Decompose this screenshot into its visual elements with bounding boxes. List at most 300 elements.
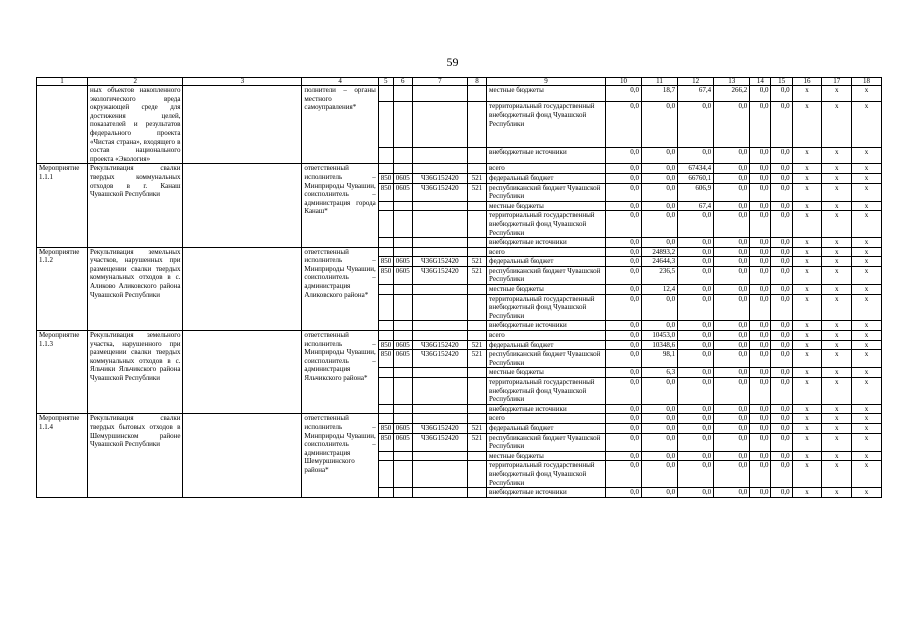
value-cell: 0,0 xyxy=(678,488,714,498)
value-cell: x xyxy=(822,404,852,414)
budget-code-c6: 0605 xyxy=(393,423,412,433)
value-cell: x xyxy=(792,368,822,378)
value-cell: x xyxy=(822,461,852,488)
budget-code-c8 xyxy=(467,404,486,414)
value-cell: 0,0 xyxy=(750,86,771,102)
value-cell: 266,2 xyxy=(714,86,750,102)
value-cell: 0,0 xyxy=(678,340,714,350)
budget-code-c5 xyxy=(378,368,393,378)
value-cell: 0,0 xyxy=(605,423,641,433)
value-cell: 12,4 xyxy=(642,285,678,295)
value-cell: 0,0 xyxy=(714,433,750,451)
budget-code-c8 xyxy=(467,368,486,378)
budget-code-c8 xyxy=(467,247,486,257)
budget-code-c6: 0605 xyxy=(393,183,412,201)
budget-code-c7 xyxy=(412,378,467,405)
column-number: 9 xyxy=(487,78,606,86)
column-number: 14 xyxy=(750,78,771,86)
value-cell: 0,0 xyxy=(714,102,750,148)
budget-code-c7 xyxy=(412,368,467,378)
budget-code-c8 xyxy=(467,451,486,461)
table-row xyxy=(37,164,882,174)
budget-code-c5: 850 xyxy=(378,433,393,451)
budget-code-c6 xyxy=(393,404,412,414)
value-cell: x xyxy=(792,247,822,257)
value-cell: 0,0 xyxy=(714,247,750,257)
value-cell: x xyxy=(822,183,852,201)
value-cell: 0,0 xyxy=(642,423,678,433)
value-cell: x xyxy=(792,340,822,350)
budget-code-c7: Ч36G152420 xyxy=(412,183,467,201)
budget-code-c6 xyxy=(393,102,412,148)
value-cell: 0,0 xyxy=(605,211,641,238)
value-cell: x xyxy=(792,86,822,102)
value-cell: 0,0 xyxy=(771,404,792,414)
value-cell: x xyxy=(822,147,852,163)
value-cell: 0,0 xyxy=(714,266,750,284)
value-cell: 0,0 xyxy=(750,164,771,174)
value-cell: 0,0 xyxy=(642,451,678,461)
value-cell: 0,0 xyxy=(605,266,641,284)
measure-name: Рекультивация земельных участков, нарушенных при размещении свалки твердых коммунальных отходов в с. Аликово Аликовского района Чувашской Республики xyxy=(87,247,183,330)
funding-source: территориальный государственный внебюджетный фонд Чувашской Республики xyxy=(487,461,606,488)
value-cell: 0,0 xyxy=(642,201,678,211)
column-number: 8 xyxy=(467,78,486,86)
value-cell: 0,0 xyxy=(678,238,714,248)
header-row xyxy=(37,78,882,86)
funding-source: республиканский бюджет Чувашской Республики xyxy=(487,433,606,451)
funding-source: территориальный государственный внебюджетный фонд Чувашской Республики xyxy=(487,102,606,148)
value-cell: 0,0 xyxy=(678,102,714,148)
budget-code-c8 xyxy=(467,294,486,321)
value-cell: 0,0 xyxy=(750,147,771,163)
value-cell: 0,0 xyxy=(605,368,641,378)
budget-code-c6 xyxy=(393,86,412,102)
value-cell: x xyxy=(822,86,852,102)
value-cell: 0,0 xyxy=(714,423,750,433)
budget-code-c5 xyxy=(378,378,393,405)
budget-code-c7 xyxy=(412,201,467,211)
value-cell: 0,0 xyxy=(750,350,771,368)
value-cell: x xyxy=(822,285,852,295)
value-cell: 0,0 xyxy=(750,285,771,295)
value-cell: x xyxy=(822,266,852,284)
budget-code-c7 xyxy=(412,86,467,102)
value-cell: 0,0 xyxy=(678,433,714,451)
value-cell: 0,0 xyxy=(714,340,750,350)
budget-code-c8 xyxy=(467,201,486,211)
value-cell: 0,0 xyxy=(714,201,750,211)
value-cell: 0,0 xyxy=(678,294,714,321)
value-cell: 0,0 xyxy=(771,294,792,321)
value-cell: x xyxy=(822,294,852,321)
funding-source: внебюджетные источники xyxy=(487,147,606,163)
budget-code-c7 xyxy=(412,247,467,257)
value-cell: 0,0 xyxy=(750,183,771,201)
value-cell: x xyxy=(822,368,852,378)
budget-code-c8 xyxy=(467,414,486,424)
budget-code-c5: 850 xyxy=(378,173,393,183)
measure-name: ных объектов накопленного экологического вреда окружающей среде для достижения целей, показателей и результатов федерального проекта «Чистая страна», входящего в состав национального проекта «Экология» xyxy=(87,86,183,164)
column-number: 11 xyxy=(642,78,678,86)
value-cell: 0,0 xyxy=(771,86,792,102)
executor: полнители – органы местного самоуправления* xyxy=(302,86,378,164)
value-cell: 0,0 xyxy=(605,201,641,211)
budget-code-c6 xyxy=(393,294,412,321)
budget-table xyxy=(36,77,882,498)
value-cell: x xyxy=(852,257,882,267)
budget-code-c5 xyxy=(378,331,393,341)
budget-code-c7 xyxy=(412,294,467,321)
funding-source: республиканский бюджет Чувашской Республики xyxy=(487,183,606,201)
value-cell: 0,0 xyxy=(678,368,714,378)
value-cell: x xyxy=(792,147,822,163)
value-cell: x xyxy=(822,340,852,350)
value-cell: 0,0 xyxy=(605,331,641,341)
value-cell: 0,0 xyxy=(750,321,771,331)
funding-source: республиканский бюджет Чувашской Республики xyxy=(487,266,606,284)
table-row xyxy=(37,247,882,257)
value-cell: 0,0 xyxy=(714,488,750,498)
value-cell: 0,0 xyxy=(678,404,714,414)
budget-code-c8 xyxy=(467,378,486,405)
value-cell: 0,0 xyxy=(750,368,771,378)
column-number: 17 xyxy=(822,78,852,86)
value-cell: x xyxy=(792,423,822,433)
budget-code-c5: 850 xyxy=(378,266,393,284)
value-cell: 0,0 xyxy=(642,211,678,238)
budget-code-c7 xyxy=(412,321,467,331)
value-cell: 0,0 xyxy=(605,451,641,461)
value-cell: 0,0 xyxy=(714,321,750,331)
value-cell: 0,0 xyxy=(750,414,771,424)
budget-code-c5: 850 xyxy=(378,340,393,350)
value-cell: x xyxy=(852,201,882,211)
column-number: 2 xyxy=(87,78,183,86)
value-cell: x xyxy=(822,247,852,257)
budget-code-c8 xyxy=(467,164,486,174)
value-cell: x xyxy=(852,451,882,461)
funding-source: внебюджетные источники xyxy=(487,404,606,414)
budget-code-c8: 521 xyxy=(467,183,486,201)
budget-code-c6 xyxy=(393,211,412,238)
value-cell: 0,0 xyxy=(750,294,771,321)
column-number: 1 xyxy=(37,78,88,86)
value-cell: 0,0 xyxy=(771,147,792,163)
value-cell: 0,0 xyxy=(605,164,641,174)
value-cell: 0,0 xyxy=(771,433,792,451)
budget-code-c8: 521 xyxy=(467,257,486,267)
value-cell: 0,0 xyxy=(714,183,750,201)
value-cell: 0,0 xyxy=(771,340,792,350)
value-cell: 0,0 xyxy=(750,247,771,257)
value-cell: 0,0 xyxy=(771,257,792,267)
measure-name: Рекультивация свалки твердых коммунальных отходов в г. Канаш Чувашской Республики xyxy=(87,164,183,247)
budget-code-c5: 850 xyxy=(378,257,393,267)
value-cell: 0,0 xyxy=(714,404,750,414)
value-cell: x xyxy=(792,102,822,148)
budget-code-c8 xyxy=(467,285,486,295)
value-cell: x xyxy=(792,201,822,211)
value-cell: 0,0 xyxy=(771,414,792,424)
value-cell: 0,0 xyxy=(678,414,714,424)
value-cell: 0,0 xyxy=(714,331,750,341)
value-cell: 0,0 xyxy=(605,285,641,295)
executor: ответственный исполнитель – Минприроды Чувашии, соисполнитель – администрация Яльчикского района* xyxy=(302,331,378,414)
value-cell: x xyxy=(822,423,852,433)
budget-code-c7 xyxy=(412,164,467,174)
value-cell: x xyxy=(822,321,852,331)
budget-code-c7: Ч36G152420 xyxy=(412,433,467,451)
value-cell: 0,0 xyxy=(771,331,792,341)
column-number: 4 xyxy=(302,78,378,86)
value-cell: 0,0 xyxy=(678,257,714,267)
budget-code-c8: 521 xyxy=(467,173,486,183)
value-cell: x xyxy=(792,183,822,201)
value-cell: 0,0 xyxy=(750,173,771,183)
budget-code-c7: Ч36G152420 xyxy=(412,266,467,284)
value-cell: 0,0 xyxy=(714,285,750,295)
value-cell: 0,0 xyxy=(771,201,792,211)
budget-code-c8 xyxy=(467,321,486,331)
value-cell: 0,0 xyxy=(678,285,714,295)
value-cell: 0,0 xyxy=(642,321,678,331)
value-cell: x xyxy=(852,461,882,488)
budget-code-c8: 521 xyxy=(467,266,486,284)
value-cell: x xyxy=(852,102,882,148)
value-cell: 0,0 xyxy=(771,247,792,257)
value-cell: 6,3 xyxy=(642,368,678,378)
budget-code-c6: 0605 xyxy=(393,257,412,267)
executor: ответственный исполнитель – Минприроды Чувашии, соисполнитель – администрация города Канаш* xyxy=(302,164,378,247)
budget-code-c5: 850 xyxy=(378,350,393,368)
value-cell: 0,0 xyxy=(750,404,771,414)
value-cell: x xyxy=(852,331,882,341)
budget-code-c6: 0605 xyxy=(393,350,412,368)
budget-code-c8 xyxy=(467,238,486,248)
value-cell: x xyxy=(822,257,852,267)
value-cell: 0,0 xyxy=(605,147,641,163)
column-number: 12 xyxy=(678,78,714,86)
value-cell: 0,0 xyxy=(605,414,641,424)
column-number: 18 xyxy=(852,78,882,86)
value-cell: x xyxy=(792,173,822,183)
value-cell: 0,0 xyxy=(605,294,641,321)
value-cell: 0,0 xyxy=(605,378,641,405)
executor: ответственный исполнитель – Минприроды Чувашии, соисполнитель – администрация Аликовского района* xyxy=(302,247,378,330)
value-cell: 0,0 xyxy=(750,331,771,341)
value-cell: 0,0 xyxy=(771,350,792,368)
funding-source: местные бюджеты xyxy=(487,201,606,211)
budget-code-c7 xyxy=(412,211,467,238)
value-cell: x xyxy=(792,331,822,341)
value-cell: 0,0 xyxy=(642,173,678,183)
value-cell: 0,0 xyxy=(642,378,678,405)
value-cell: 0,0 xyxy=(678,350,714,368)
budget-code-c7: Ч36G152420 xyxy=(412,423,467,433)
value-cell: 0,0 xyxy=(750,102,771,148)
value-cell: x xyxy=(822,414,852,424)
value-cell: x xyxy=(822,331,852,341)
budget-code-c5 xyxy=(378,147,393,163)
value-cell: x xyxy=(792,451,822,461)
budget-code-c8 xyxy=(467,488,486,498)
value-cell: 0,0 xyxy=(771,266,792,284)
value-cell: 0,0 xyxy=(678,451,714,461)
value-cell: 0,0 xyxy=(678,378,714,405)
value-cell: 0,0 xyxy=(642,183,678,201)
value-cell: x xyxy=(822,451,852,461)
value-cell: 0,0 xyxy=(771,102,792,148)
value-cell: 0,0 xyxy=(750,423,771,433)
value-cell: 0,0 xyxy=(750,238,771,248)
funding-source: внебюджетные источники xyxy=(487,238,606,248)
budget-code-c5 xyxy=(378,414,393,424)
value-cell: x xyxy=(792,350,822,368)
budget-code-c7: Ч36G152420 xyxy=(412,340,467,350)
value-cell: 0,0 xyxy=(771,238,792,248)
budget-code-c6 xyxy=(393,331,412,341)
measure-name: Рекультивация свалки твердых бытовых отходов в Шемуршинском районе Чувашской Республики xyxy=(87,414,183,497)
value-cell: 0,0 xyxy=(605,461,641,488)
value-cell: x xyxy=(792,164,822,174)
value-cell: 98,1 xyxy=(642,350,678,368)
value-cell: x xyxy=(792,414,822,424)
budget-code-c6 xyxy=(393,147,412,163)
value-cell: 0,0 xyxy=(750,201,771,211)
budget-code-c7 xyxy=(412,147,467,163)
empty-cell xyxy=(183,247,302,330)
value-cell: 0,0 xyxy=(771,451,792,461)
budget-code-c8: 521 xyxy=(467,350,486,368)
value-cell: 0,0 xyxy=(714,461,750,488)
value-cell: 0,0 xyxy=(605,86,641,102)
funding-source: местные бюджеты xyxy=(487,86,606,102)
table-row xyxy=(37,331,882,341)
value-cell: x xyxy=(852,321,882,331)
budget-code-c6 xyxy=(393,414,412,424)
value-cell: 24893,2 xyxy=(642,247,678,257)
value-cell: x xyxy=(852,294,882,321)
value-cell: 0,0 xyxy=(605,433,641,451)
value-cell: 0,0 xyxy=(678,461,714,488)
budget-code-c5 xyxy=(378,86,393,102)
funding-source: внебюджетные источники xyxy=(487,488,606,498)
value-cell: x xyxy=(852,340,882,350)
budget-code-c8: 521 xyxy=(467,423,486,433)
budget-code-c6 xyxy=(393,238,412,248)
column-number: 7 xyxy=(412,78,467,86)
empty-cell xyxy=(183,331,302,414)
budget-code-c5 xyxy=(378,211,393,238)
budget-code-c6 xyxy=(393,247,412,257)
budget-code-c5 xyxy=(378,285,393,295)
budget-code-c5 xyxy=(378,102,393,148)
column-number: 10 xyxy=(605,78,641,86)
value-cell: 0,0 xyxy=(771,211,792,238)
budget-code-c5 xyxy=(378,404,393,414)
value-cell: x xyxy=(852,488,882,498)
funding-source: всего xyxy=(487,331,606,341)
budget-code-c7 xyxy=(412,461,467,488)
value-cell: x xyxy=(792,211,822,238)
value-cell: 0,0 xyxy=(605,321,641,331)
value-cell: 0,0 xyxy=(750,257,771,267)
budget-code-c8: 521 xyxy=(467,433,486,451)
funding-source: всего xyxy=(487,247,606,257)
table-row xyxy=(37,414,882,424)
empty-cell xyxy=(183,86,302,164)
budget-code-c5 xyxy=(378,201,393,211)
value-cell: x xyxy=(792,404,822,414)
measure-number: Мероприятие 1.1.4 xyxy=(37,414,88,497)
value-cell: 0,0 xyxy=(642,238,678,248)
budget-code-c5 xyxy=(378,164,393,174)
budget-code-c6 xyxy=(393,378,412,405)
value-cell: 0,0 xyxy=(714,414,750,424)
value-cell: x xyxy=(792,294,822,321)
funding-source: всего xyxy=(487,164,606,174)
value-cell: 0,0 xyxy=(642,404,678,414)
value-cell: x xyxy=(822,102,852,148)
budget-code-c6 xyxy=(393,488,412,498)
funding-source: местные бюджеты xyxy=(487,368,606,378)
funding-source: территориальный государственный внебюджетный фонд Чувашской Республики xyxy=(487,378,606,405)
value-cell: 0,0 xyxy=(642,414,678,424)
value-cell: 0,0 xyxy=(714,451,750,461)
value-cell: 0,0 xyxy=(678,147,714,163)
value-cell: 0,0 xyxy=(678,423,714,433)
value-cell: x xyxy=(822,433,852,451)
budget-code-c5 xyxy=(378,238,393,248)
value-cell: x xyxy=(792,378,822,405)
funding-source: местные бюджеты xyxy=(487,451,606,461)
value-cell: x xyxy=(852,211,882,238)
value-cell: 66760,1 xyxy=(678,173,714,183)
budget-code-c8 xyxy=(467,461,486,488)
value-cell: x xyxy=(822,201,852,211)
column-number: 13 xyxy=(714,78,750,86)
budget-code-c5: 850 xyxy=(378,423,393,433)
value-cell: 0,0 xyxy=(678,247,714,257)
budget-code-c8 xyxy=(467,331,486,341)
value-cell: 0,0 xyxy=(714,294,750,321)
value-cell: 606,9 xyxy=(678,183,714,201)
measure-name: Рекультивация земельного участка, нарушенного при размещении свалки твердых коммунальных отходов в с. Яльчики Яльчикского района Чувашской Республики xyxy=(87,331,183,414)
value-cell: 0,0 xyxy=(678,331,714,341)
budget-code-c6 xyxy=(393,201,412,211)
value-cell: x xyxy=(822,164,852,174)
executor: ответственный исполнитель – Минприроды Чувашии, соисполнитель – администрация Шемуршинского района* xyxy=(302,414,378,497)
value-cell: 0,0 xyxy=(771,285,792,295)
funding-source: территориальный государственный внебюджетный фонд Чувашской Республики xyxy=(487,211,606,238)
value-cell: 0,0 xyxy=(771,461,792,488)
value-cell: x xyxy=(852,433,882,451)
page-number: 59 xyxy=(446,55,459,69)
budget-code-c7 xyxy=(412,285,467,295)
value-cell: 0,0 xyxy=(678,211,714,238)
value-cell: x xyxy=(852,86,882,102)
value-cell: 0,0 xyxy=(750,378,771,405)
empty-cell xyxy=(183,164,302,247)
value-cell: 0,0 xyxy=(642,433,678,451)
column-number: 3 xyxy=(183,78,302,86)
value-cell: x xyxy=(792,238,822,248)
value-cell: x xyxy=(792,433,822,451)
budget-code-c7 xyxy=(412,414,467,424)
funding-source: территориальный государственный внебюджетный фонд Чувашской Республики xyxy=(487,294,606,321)
budget-code-c5 xyxy=(378,321,393,331)
